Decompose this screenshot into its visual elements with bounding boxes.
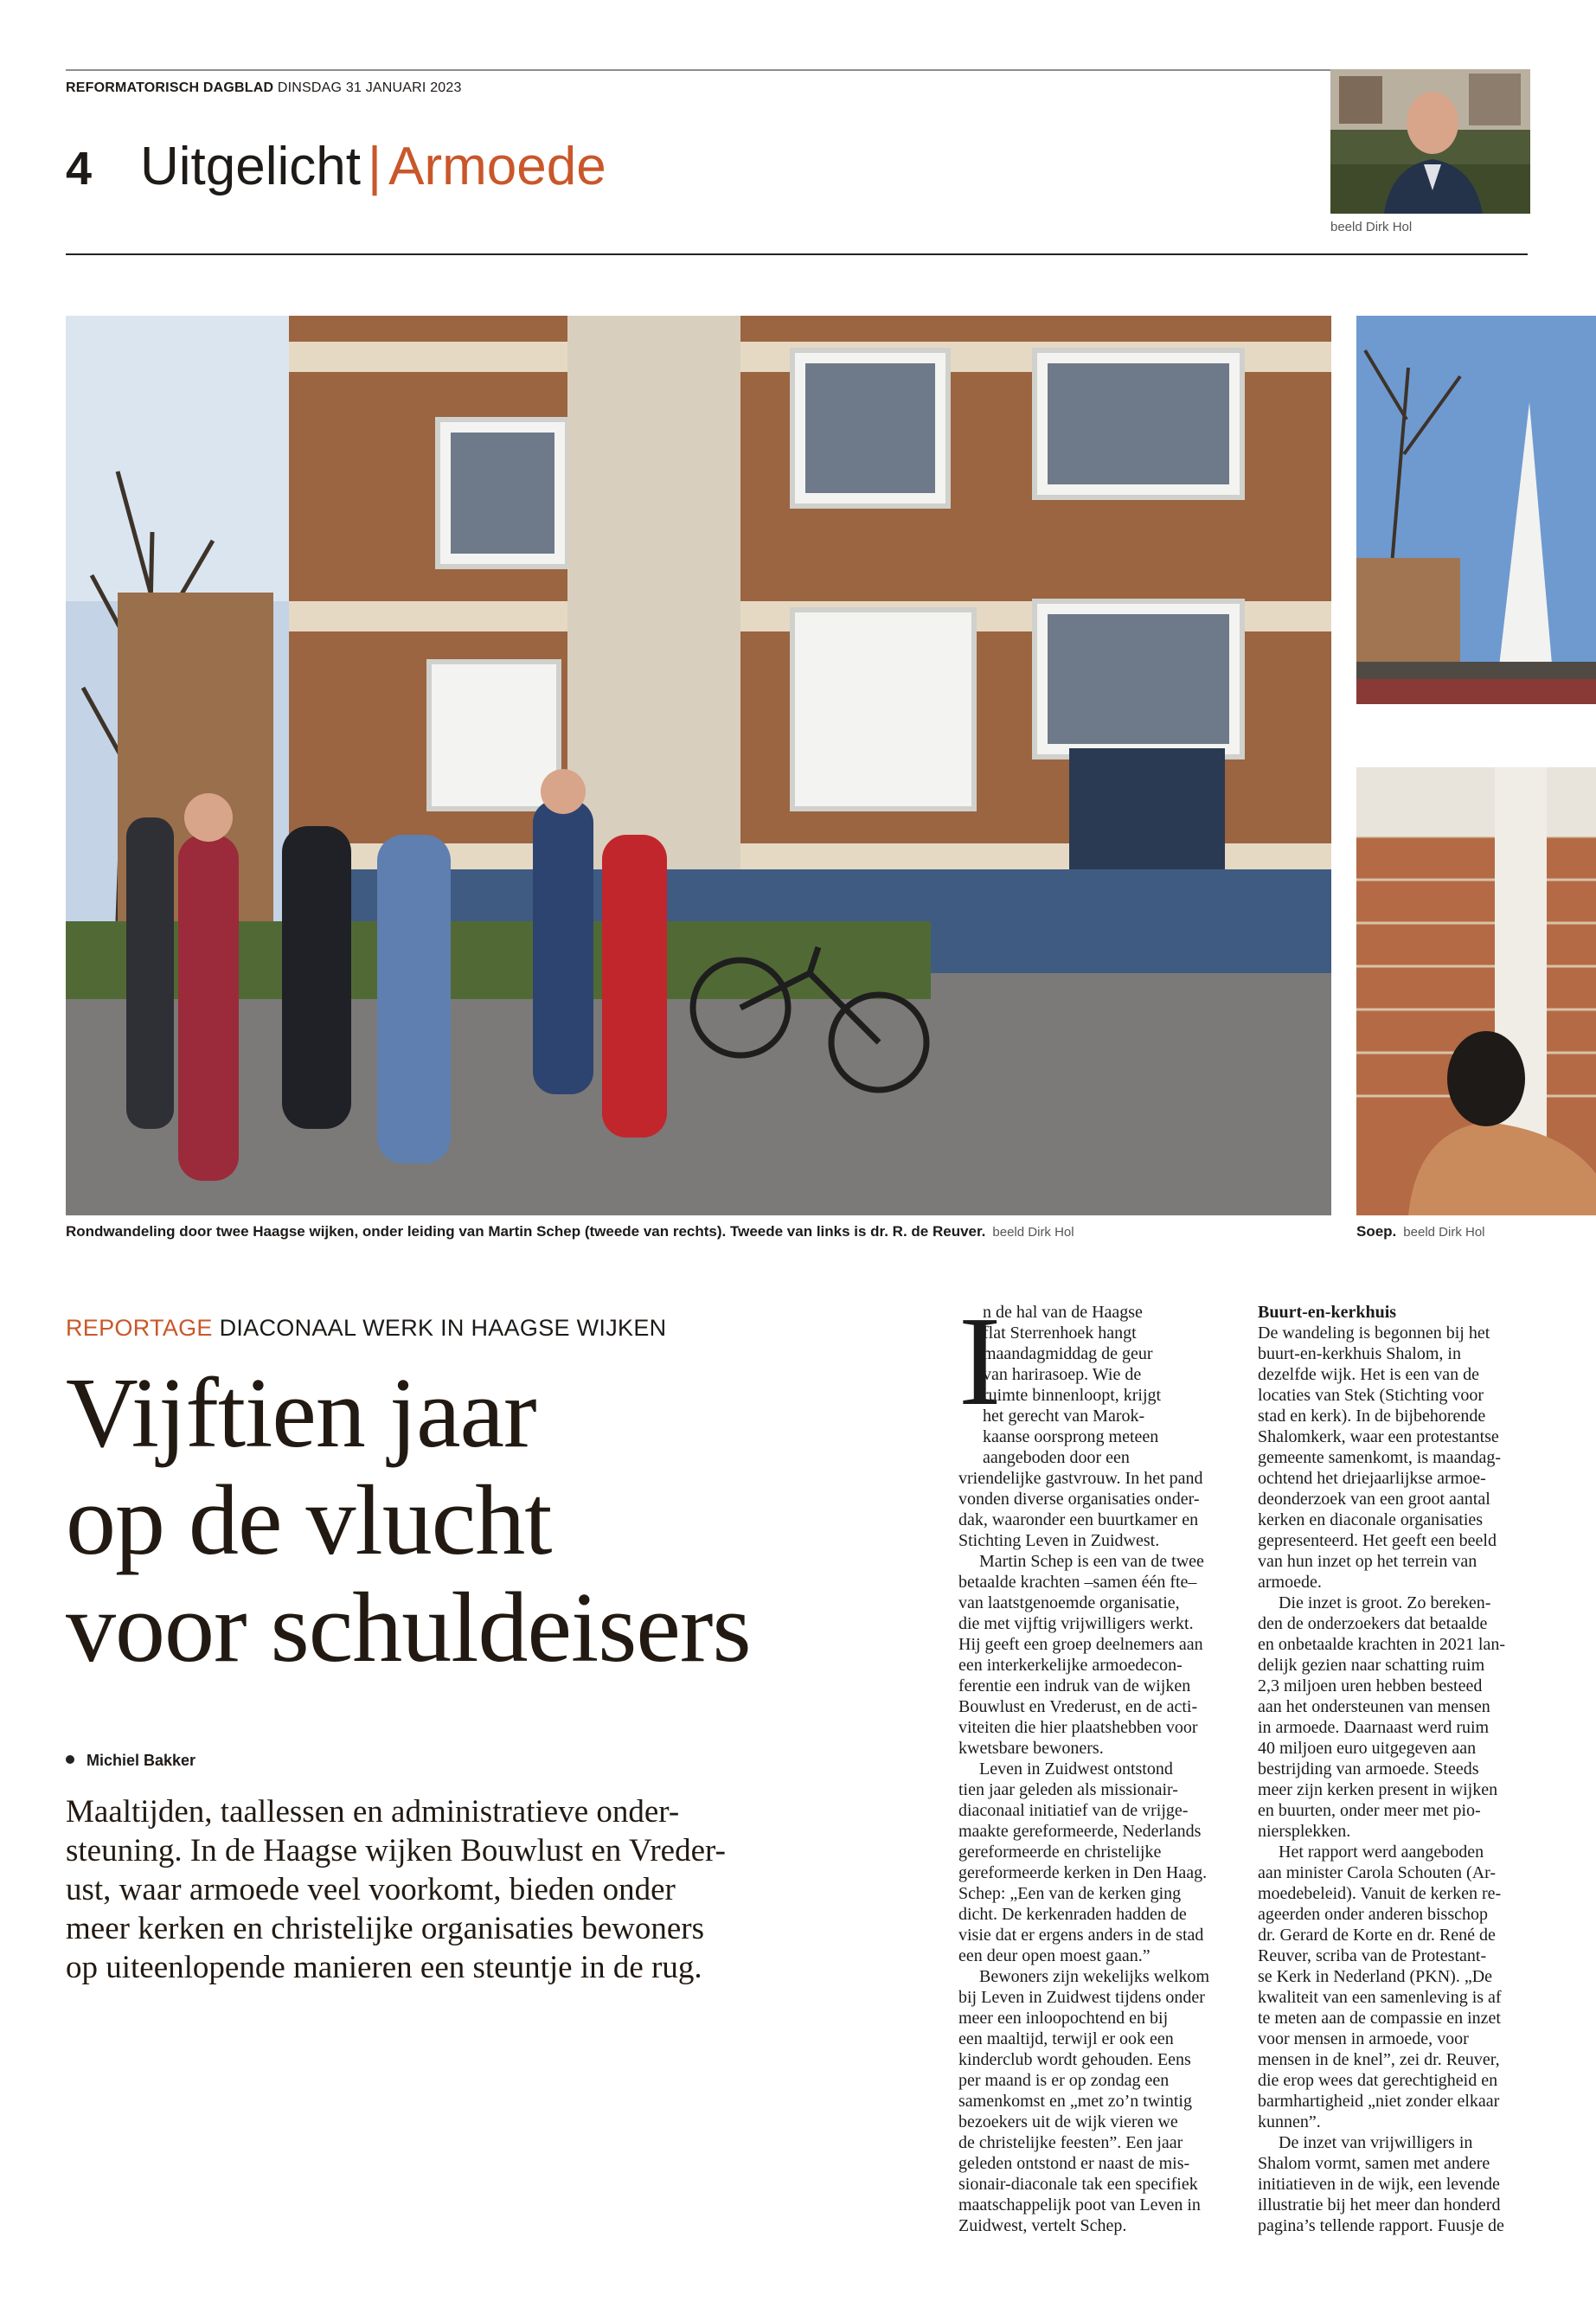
body-line: een maaltijd, terwijl er ook een [958,2029,1174,2048]
body-line: bestrijding van armoede. Steeds [1258,1759,1479,1779]
body-line: Bouwlust en Vrederust, en de acti- [958,1697,1198,1716]
byline-bullet [66,1755,74,1764]
body-line: en onbetaalde krachten in 2021 lan- [1258,1635,1505,1654]
body-line: bezoekers uit de wijk vieren we [958,2112,1178,2131]
body-line: Martin Schep is een van de twee [979,1552,1204,1571]
body-line: vonden diverse organisaties onder- [958,1490,1200,1509]
side-caption-text: Soep. [1356,1223,1397,1240]
body-line: Bewoners zijn wekelijks welkom [979,1967,1210,1986]
kicker-label: REPORTAGE [66,1315,213,1341]
body-line: kinderclub wordt gehouden. Eens [958,2050,1191,2069]
author-name: Michiel Bakker [87,1752,196,1769]
body-line: visie dat er ergens anders in de stad [958,1926,1204,1945]
body-line: De wandeling is begonnen bij het [1258,1324,1490,1343]
body-line: 2,3 miljoen uren hebben besteed [1258,1676,1483,1695]
body-line: Shalom vormt, samen met andere [1258,2154,1490,2173]
body-line: delijk gezien naar schatting ruim [1258,1656,1485,1675]
portrait-credit: beeld Dirk Hol [1330,220,1413,234]
body-line: geleden ontstond er naast de mis- [958,2154,1190,2173]
body-line: den de onderzoekers dat betaalde [1258,1614,1488,1633]
subheading: Buurt-en-kerkhuis [1258,1303,1397,1322]
body-line: Leven in Zuidwest ontstond [979,1759,1173,1779]
body-line: se Kerk in Nederland (PKN). „De [1258,1967,1493,1986]
body-line: een interkerkelijke armoedecon- [958,1656,1183,1675]
body-line: gereformeerde kerken in Den Haag. [958,1863,1208,1882]
body-line: Het rapport werd aangeboden [1279,1843,1484,1862]
body-line: het gerecht van Marok- [983,1407,1145,1426]
body-line: Schep: „Een van de kerken ging [958,1884,1182,1903]
body-line: de christelijke feesten”. Een jaar [958,2133,1183,2152]
body-line: 40 miljoen euro uitgegeven aan [1258,1739,1477,1758]
body-line: van hun inzet op het terrein van [1258,1552,1477,1571]
body-line: deonderzoek van een groot aantal [1258,1490,1490,1509]
body-line: armoede. [1258,1573,1322,1592]
article-kicker [66,1315,666,1342]
column-1-top [983,1302,1161,1468]
body-line: kwaliteit van een samenleving is af [1258,1988,1502,2007]
body-line: flat Sterrenhoek hangt [983,1324,1137,1343]
kicker-topic: DIACONAAL WERK IN HAAGSE WIJKEN [219,1315,667,1341]
section-name: Uitgelicht [140,137,361,196]
intro-line: Maaltijden, taallessen en administratieve onder- [66,1794,680,1830]
body-line: ferentie een indruk van de wijken [958,1676,1191,1695]
main-photo-credit: beeld Dirk Hol [992,1225,1074,1240]
page-number: 4 [66,143,93,195]
intro-line: meer kerken en christelijke organisaties bewoners [66,1911,705,1946]
section-title [140,137,606,196]
headline-line: op de vlucht [66,1465,552,1576]
headline-line: Vijftien jaar [66,1358,536,1469]
body-line: moedebeleid). Vanuit de kerken re- [1258,1884,1502,1903]
section-separator: | [368,137,382,196]
body-line: barmhartigheid „niet zonder elkaar [1258,2092,1500,2111]
body-line: illustratie bij het meer dan honderd [1258,2195,1501,2214]
article-intro [66,1792,879,1987]
drop-cap: I [958,1291,1002,1433]
body-line: dr. Gerard de Korte en dr. René de [1258,1926,1496,1945]
body-line: ruimte binnenloopt, krijgt [983,1386,1162,1405]
side-photo-caption [1356,1223,1485,1240]
top-rule [66,69,1528,71]
column-1 [958,1468,1209,2236]
body-line: sionair-diaconale tak een specifiek [958,2175,1198,2194]
body-line: kwetsbare bewoners. [958,1739,1104,1758]
body-line: dak, waaronder een buurtkamer en [958,1510,1199,1529]
body-line: in armoede. Daarnaast werd ruim [1258,1718,1490,1737]
body-line: Zuidwest, vertelt Schep. [958,2216,1127,2235]
body-line: diaconaal initiatief van de vrijge- [958,1801,1189,1820]
body-line: ageerden onder anderen bisschop [1258,1905,1488,1924]
body-line: Hij geeft een groep deelnemers aan [958,1635,1203,1654]
body-line: niersplekken. [1258,1822,1351,1841]
main-caption-text: Rondwandeling door twee Haagse wijken, onder leiding van Martin Schep (tweede van rechts). Tweede van links is dr. R. de Reuver. [66,1223,986,1240]
intro-line: steuning. In de Haagse wijken Bouwlust en Vreder- [66,1833,726,1868]
body-line: stad en kerk). In de bijbehorende [1258,1407,1486,1426]
body-line: te meten aan de compassie en inzet [1258,2009,1501,2028]
intro-line: op uiteenlopende manieren een steuntje in de rug. [66,1950,702,1985]
header-rule [66,253,1528,255]
main-photo-caption [66,1223,1074,1240]
body-line: tien jaar geleden als missionair- [958,1780,1178,1799]
body-line: dezelfde wijk. Het is een van de [1258,1365,1480,1384]
body-line: Reuver, scriba van de Protestant- [1258,1946,1487,1965]
body-line: meer een inloopochtend en bij [958,2009,1169,2028]
body-line: van laatstgenoemde organisatie, [958,1593,1180,1612]
body-line: locaties van Stek (Stichting voor [1258,1386,1484,1405]
body-line: viteiten die hier plaatshebben voor [958,1718,1198,1737]
body-line: gepresenteerd. Het geeft een beeld [1258,1531,1497,1550]
body-line: die erop wees dat gerechtigheid en [1258,2071,1498,2090]
body-line: De inzet van vrijwilligers in [1279,2133,1473,2152]
body-line: buurt-en-kerkhuis Shalom, in [1258,1344,1461,1363]
headline-line: voor schuldeisers [66,1573,751,1683]
body-line: en buurten, onder meer met pio- [1258,1801,1481,1820]
body-line: pagina’s tellende rapport. Fuusje de [1258,2216,1504,2235]
paper-name: REFORMATORISCH DAGBLAD [66,80,274,95]
body-line: n de hal van de Haagse [983,1303,1143,1322]
body-line: voor mensen in armoede, voor [1258,2029,1469,2048]
body-line: betaalde krachten –samen één fte– [958,1573,1197,1592]
body-line: kerken en diaconale organisaties [1258,1510,1484,1529]
body-line: initiatieven in de wijk, een levende [1258,2175,1500,2194]
body-line: maakte gereformeerde, Nederlands [958,1822,1202,1841]
body-line: per maand is er op zondag een [958,2071,1170,2090]
body-line: dicht. De kerkenraden hadden de [958,1905,1187,1924]
column-2 [1258,1302,1505,2236]
masthead [66,80,462,96]
body-line: van harirasoep. Wie de [983,1365,1142,1384]
body-line: kunnen”. [1258,2112,1321,2131]
body-line: maandagmiddag de geur [983,1344,1153,1363]
body-line: kaanse oorsprong meteen [983,1427,1159,1446]
body-line: vriendelijke gastvrouw. In het pand [958,1469,1203,1488]
issue-date: DINSDAG 31 JANUARI 2023 [277,80,462,95]
body-line: die met vijftig vrijwilligers werkt. [958,1614,1194,1633]
article-headline [66,1360,913,1682]
portrait-photo [1330,69,1530,214]
main-photo [66,316,1331,1215]
body-line: bij Leven in Zuidwest tijdens onder [958,1988,1205,2007]
body-line: ochtend het driejaarlijkse armoe- [1258,1469,1486,1488]
body-line: samenkomst en „met zo’n twintig [958,2092,1192,2111]
byline [66,1752,195,1770]
body-line: aan het ondersteunen van mensen [1258,1697,1490,1716]
body-line: gereformeerde en christelijke [958,1843,1162,1862]
soup-photo [1356,767,1596,1215]
body-line: mensen in de knel”, zei dr. Reuver, [1258,2050,1500,2069]
body-line: meer zijn kerken present in wijken [1258,1780,1498,1799]
body-line: Shalomkerk, waar een protestantse [1258,1427,1499,1446]
body-line: gemeente samenkomt, is maandag- [1258,1448,1502,1467]
body-line: Die inzet is groot. Zo bereken- [1279,1593,1491,1612]
body-line: een deur open moest gaan.” [958,1946,1151,1965]
church-tower-photo [1356,316,1596,704]
body-line: Stichting Leven in Zuidwest. [958,1531,1160,1550]
body-line: aangeboden door een [983,1448,1130,1467]
subsection-name: Armoede [388,137,606,196]
body-line: maatschappelijk poot van Leven in [958,2195,1201,2214]
intro-line: ust, waar armoede veel voorkomt, bieden onder [66,1872,676,1907]
body-line: aan minister Carola Schouten (Ar- [1258,1863,1497,1882]
side-photo-credit: beeld Dirk Hol [1403,1225,1485,1240]
